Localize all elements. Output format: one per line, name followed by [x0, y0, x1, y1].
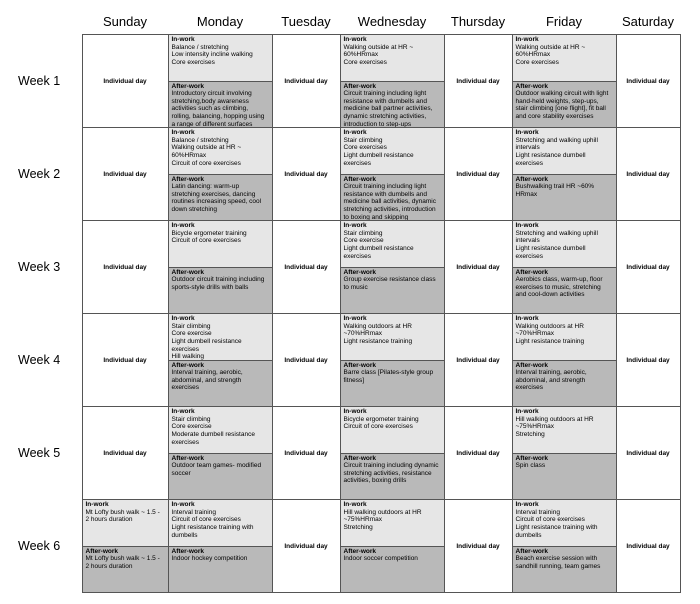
week-row — [0, 128, 680, 221]
activity-line: Walking outside at HR ~ 60%HRmax — [171, 144, 242, 159]
after-work-block — [341, 360, 444, 407]
session-split — [83, 500, 168, 592]
activity-line: Stair climbing — [343, 136, 383, 144]
individual-day-cell-thursday: Individual day — [444, 407, 512, 500]
activity-line: Circuit training including dynamic stretching activities, resistance activities, boxing drills — [343, 462, 439, 485]
in-work-block — [169, 500, 272, 546]
day-header-saturday: Saturday — [621, 13, 675, 29]
individual-day-cell-thursday: Individual day — [444, 35, 512, 128]
session-cell-sunday — [82, 500, 168, 593]
session-cell-monday — [168, 128, 272, 221]
session-split — [513, 407, 616, 499]
activity-line: Circuit training including light resistance with dumbells and medicine ball activities, dynamic stretching activities, introduction to boxing and skipping — [343, 183, 436, 220]
session-split — [169, 407, 272, 499]
in-work-heading: In-work — [171, 222, 195, 229]
week-label: Week 2 — [18, 167, 61, 181]
session-cell-monday — [168, 407, 272, 500]
activity-line: Light dumbell resistance exercises — [343, 151, 414, 167]
in-work-block — [513, 314, 616, 360]
individual-day-cell-tuesday: Individual day — [272, 221, 340, 314]
session-split — [169, 314, 272, 406]
day-header-sunday: Sunday — [102, 13, 148, 29]
individual-day-cell-sunday: Individual day — [82, 128, 168, 221]
in-work-block — [169, 407, 272, 453]
day-header-friday: Friday — [545, 13, 583, 29]
session-cell-wednesday — [340, 407, 444, 500]
individual-day-cell-thursday: Individual day — [444, 500, 512, 593]
individual-day-cell-saturday: Individual day — [616, 407, 680, 500]
in-work-block — [341, 314, 444, 360]
after-work-block — [513, 360, 616, 407]
activity-line: Light resistance training with dumbells — [171, 523, 254, 539]
individual-day-cell-saturday: Individual day — [616, 500, 680, 593]
schedule-body — [0, 35, 680, 593]
activity-line: Walking outdoors at HR ~70%HRmax — [515, 322, 584, 338]
individual-day-cell-sunday: Individual day — [82, 314, 168, 407]
activity-line: Balance / stretching — [171, 43, 229, 51]
session-split — [513, 500, 616, 592]
schedule-table — [0, 8, 681, 593]
individual-day-cell-sunday: Individual day — [82, 221, 168, 314]
activity-line: Circuit of core exercises — [515, 516, 585, 524]
day-header-monday: Monday — [196, 13, 244, 29]
in-work-heading: In-work — [171, 408, 195, 415]
after-work-block — [341, 453, 444, 500]
week-label: Week 5 — [18, 446, 61, 460]
after-work-heading: After-work — [343, 361, 377, 369]
after-work-heading: After-work — [171, 268, 205, 276]
in-work-heading: In-work — [171, 36, 195, 43]
in-work-heading: In-work — [343, 222, 367, 229]
after-work-heading: After-work — [515, 82, 549, 90]
in-work-heading: In-work — [171, 315, 195, 322]
individual-day-cell-thursday: Individual day — [444, 314, 512, 407]
activity-line: Circuit training including light resistance with dumbells and medicine ball partner activities, dynamic stretching activities, introduction to step-ups — [343, 90, 433, 127]
after-work-block — [513, 267, 616, 314]
activity-line: Circuit of core exercises — [171, 159, 241, 167]
activity-line: Core exercises — [343, 144, 387, 152]
activity-line: Light resistance training with dumbells — [515, 523, 598, 539]
individual-day-cell-tuesday: Individual day — [272, 407, 340, 500]
in-work-block — [169, 128, 272, 174]
after-work-heading: After-work — [515, 547, 549, 555]
activity-line: Light resistance training — [343, 337, 413, 345]
activity-line: Low intensity incline walking — [171, 51, 253, 59]
activity-line: Walking outside at HR ~ 60%HRmax — [515, 43, 586, 59]
after-work-heading: After-work — [171, 82, 205, 90]
activity-line: Circuit of core exercises — [171, 237, 241, 245]
activity-line: Circuit of core exercises — [171, 516, 241, 524]
session-split — [169, 35, 272, 127]
in-work-block — [341, 128, 444, 174]
after-work-heading: After-work — [171, 361, 205, 369]
activity-line: Circuit of core exercises — [343, 423, 413, 431]
session-cell-friday — [512, 221, 616, 314]
session-split — [341, 221, 444, 313]
in-work-heading: In-work — [343, 36, 367, 43]
activity-line: Stair climbing — [343, 229, 383, 237]
after-work-block — [341, 267, 444, 314]
after-work-heading: After-work — [515, 454, 549, 462]
in-work-block — [513, 35, 616, 81]
after-work-heading: After-work — [343, 175, 377, 183]
activity-line: Interval training, aerobic, abdominal, and strength exercises — [515, 369, 587, 392]
individual-day-cell-tuesday: Individual day — [272, 35, 340, 128]
in-work-heading: In-work — [85, 501, 109, 508]
session-split — [169, 128, 272, 220]
session-cell-monday — [168, 500, 272, 593]
in-work-block — [169, 314, 272, 360]
in-work-heading: In-work — [515, 315, 539, 322]
activity-line: Balance / stretching — [171, 136, 229, 144]
in-work-heading: In-work — [515, 36, 539, 43]
day-header-thursday: Thursday — [450, 13, 506, 29]
activity-line: Outdoor circuit training including sports-style drills with balls — [171, 276, 265, 291]
in-work-block — [513, 128, 616, 174]
day-header-wednesday: Wednesday — [357, 13, 427, 29]
activity-line: Beach exercise session with sandhill running, team games — [515, 555, 601, 570]
individual-day-cell-saturday: Individual day — [616, 35, 680, 128]
activity-line: Bicycle ergometer training — [171, 229, 247, 237]
activity-line: Core exercises — [171, 58, 215, 66]
after-work-block — [169, 546, 272, 593]
activity-line: Stretching and walking uphill intervals — [515, 229, 598, 245]
session-cell-wednesday — [340, 35, 444, 128]
after-work-heading: After-work — [515, 361, 549, 369]
after-work-block — [169, 360, 272, 407]
session-split — [341, 128, 444, 220]
day-header-tuesday: Tuesday — [281, 13, 331, 29]
activity-line: Walking outdoors at HR ~70%HRmax — [343, 322, 412, 338]
after-work-block — [169, 267, 272, 314]
activity-line: Interval training — [515, 508, 560, 516]
after-work-block — [341, 546, 444, 593]
in-work-block — [341, 221, 444, 267]
in-work-heading: In-work — [171, 129, 195, 136]
activity-line: Light resistance dumbell exercises — [515, 244, 586, 260]
activity-line: Bicycle ergometer training — [343, 415, 419, 423]
session-cell-wednesday — [340, 221, 444, 314]
in-work-block — [341, 35, 444, 81]
after-work-block — [513, 453, 616, 500]
after-work-block — [83, 546, 168, 593]
activity-line: Barre class [Pilates-style group fitness] — [343, 369, 434, 384]
activity-line: Interval training — [171, 508, 216, 516]
in-work-block — [513, 407, 616, 453]
individual-day-cell-thursday: Individual day — [444, 128, 512, 221]
after-work-block — [513, 174, 616, 221]
activity-line: Core exercise — [343, 237, 384, 245]
after-work-heading: After-work — [515, 268, 549, 276]
week-label: Week 6 — [18, 539, 61, 553]
individual-day-cell-sunday: Individual day — [82, 35, 168, 128]
after-work-heading: After-work — [343, 547, 377, 555]
session-split — [169, 221, 272, 313]
activity-line: Outdoor team games- modified soccer — [171, 462, 262, 477]
activity-line: Mt Lofty bush walk ~ 1.5 - 2 hours duration — [85, 555, 160, 570]
activity-line: Light resistance dumbell exercises — [515, 151, 586, 167]
individual-day-cell-tuesday: Individual day — [272, 500, 340, 593]
in-work-heading: In-work — [515, 222, 539, 229]
day-header-row — [0, 8, 680, 35]
in-work-heading: In-work — [343, 408, 367, 415]
session-cell-wednesday — [340, 128, 444, 221]
session-cell-friday — [512, 407, 616, 500]
session-cell-monday — [168, 35, 272, 128]
week-row — [0, 221, 680, 314]
session-cell-friday — [512, 500, 616, 593]
activity-line: Indoor soccer competition — [343, 555, 418, 563]
activity-line: Walking outside at HR ~ 60%HRmax — [343, 43, 414, 59]
in-work-block — [83, 500, 168, 546]
session-split — [341, 314, 444, 406]
activity-line: Aerobics class, warm-up, floor exercises to music, stretching and cool-down activities — [515, 276, 603, 299]
session-split — [513, 35, 616, 127]
in-work-heading: In-work — [515, 129, 539, 136]
after-work-heading: After-work — [343, 82, 377, 90]
session-split — [513, 221, 616, 313]
in-work-heading: In-work — [343, 315, 367, 322]
individual-day-cell-tuesday: Individual day — [272, 314, 340, 407]
week-label: Week 4 — [18, 353, 61, 367]
activity-line: Stair climbing — [171, 322, 211, 330]
after-work-heading: After-work — [171, 454, 205, 462]
individual-day-cell-tuesday: Individual day — [272, 128, 340, 221]
individual-day-cell-saturday: Individual day — [616, 314, 680, 407]
session-cell-friday — [512, 314, 616, 407]
session-split — [513, 314, 616, 406]
activity-line: Hill walking outdoors at HR ~75%HRmax — [515, 415, 594, 431]
activity-line: Stretching — [515, 430, 545, 438]
activity-line: Spin class — [515, 462, 546, 470]
activity-line: Hill walking outdoors at HR ~75%HRmax — [343, 508, 422, 524]
activity-line: Core exercise — [171, 330, 212, 338]
after-work-block — [513, 81, 616, 128]
after-work-block — [513, 546, 616, 593]
after-work-block — [169, 174, 272, 221]
activity-line: Core exercises — [343, 58, 387, 66]
after-work-block — [341, 81, 444, 128]
activity-line: Bushwalking trail HR ~60% HRmax — [515, 183, 595, 198]
after-work-heading: After-work — [171, 547, 205, 555]
after-work-block — [341, 174, 444, 221]
week-label: Week 3 — [18, 260, 61, 274]
in-work-heading: In-work — [343, 129, 367, 136]
in-work-block — [341, 500, 444, 546]
in-work-block — [341, 407, 444, 453]
session-cell-monday — [168, 314, 272, 407]
in-work-heading: In-work — [515, 408, 539, 415]
activity-line: Indoor hockey competition — [171, 555, 248, 563]
activity-line: Light resistance training — [515, 337, 585, 345]
session-split — [341, 500, 444, 592]
week-row — [0, 500, 680, 593]
activity-line: Hill walking — [171, 353, 205, 360]
activity-line: Light dumbell resistance exercises — [171, 337, 242, 353]
activity-line: Outdoor walking circuit with light hand-held weights, step-ups, stair climbing [one flight], fit ball and core stability exercises — [515, 90, 609, 121]
in-work-heading: In-work — [171, 501, 195, 508]
session-split — [169, 500, 272, 592]
after-work-heading: After-work — [171, 175, 205, 183]
week-row — [0, 35, 680, 128]
activity-line: Mt Lofty bush walk ~ 1.5 - 2 hours duration — [85, 508, 160, 524]
session-cell-friday — [512, 35, 616, 128]
activity-line: Core exercises — [515, 58, 559, 66]
activity-line: Moderate dumbell resistance exercises — [171, 430, 255, 446]
activity-line: Introductory circuit involving stretching,body awareness activities such as climbing, rolling, balancing, hopping using a range of different surfaces — [171, 90, 265, 127]
after-work-block — [169, 81, 272, 128]
activity-line: Stretching — [343, 523, 373, 531]
session-split — [341, 35, 444, 127]
session-cell-wednesday — [340, 314, 444, 407]
activity-line: Stretching and walking uphill intervals — [515, 136, 598, 152]
activity-line: Group exercise resistance class to music — [343, 276, 436, 291]
week-row — [0, 314, 680, 407]
after-work-block — [169, 453, 272, 500]
activity-line: Stair climbing — [171, 415, 211, 423]
session-cell-wednesday — [340, 500, 444, 593]
in-work-block — [169, 221, 272, 267]
in-work-block — [513, 500, 616, 546]
activity-line: Latin dancing: warm-up stretching exercises, dancing routines increasing speed, cool down stretching — [171, 183, 262, 214]
activity-line: Core exercise — [171, 423, 212, 431]
session-cell-friday — [512, 128, 616, 221]
individual-day-cell-thursday: Individual day — [444, 221, 512, 314]
header-corner — [0, 8, 82, 35]
activity-line: Interval training, aerobic, abdominal, and strength exercises — [171, 369, 243, 392]
after-work-heading: After-work — [343, 268, 377, 276]
after-work-heading: After-work — [515, 175, 549, 183]
week-row — [0, 407, 680, 500]
individual-day-cell-saturday: Individual day — [616, 128, 680, 221]
session-split — [513, 128, 616, 220]
session-split — [341, 407, 444, 499]
week-label: Week 1 — [18, 74, 61, 88]
after-work-heading: After-work — [343, 454, 377, 462]
in-work-block — [169, 35, 272, 81]
individual-day-cell-sunday: Individual day — [82, 407, 168, 500]
in-work-heading: In-work — [515, 501, 539, 508]
in-work-block — [513, 221, 616, 267]
in-work-heading: In-work — [343, 501, 367, 508]
session-cell-monday — [168, 221, 272, 314]
activity-line: Light dumbell resistance exercises — [343, 244, 414, 260]
after-work-heading: After-work — [85, 547, 119, 555]
individual-day-cell-saturday: Individual day — [616, 221, 680, 314]
